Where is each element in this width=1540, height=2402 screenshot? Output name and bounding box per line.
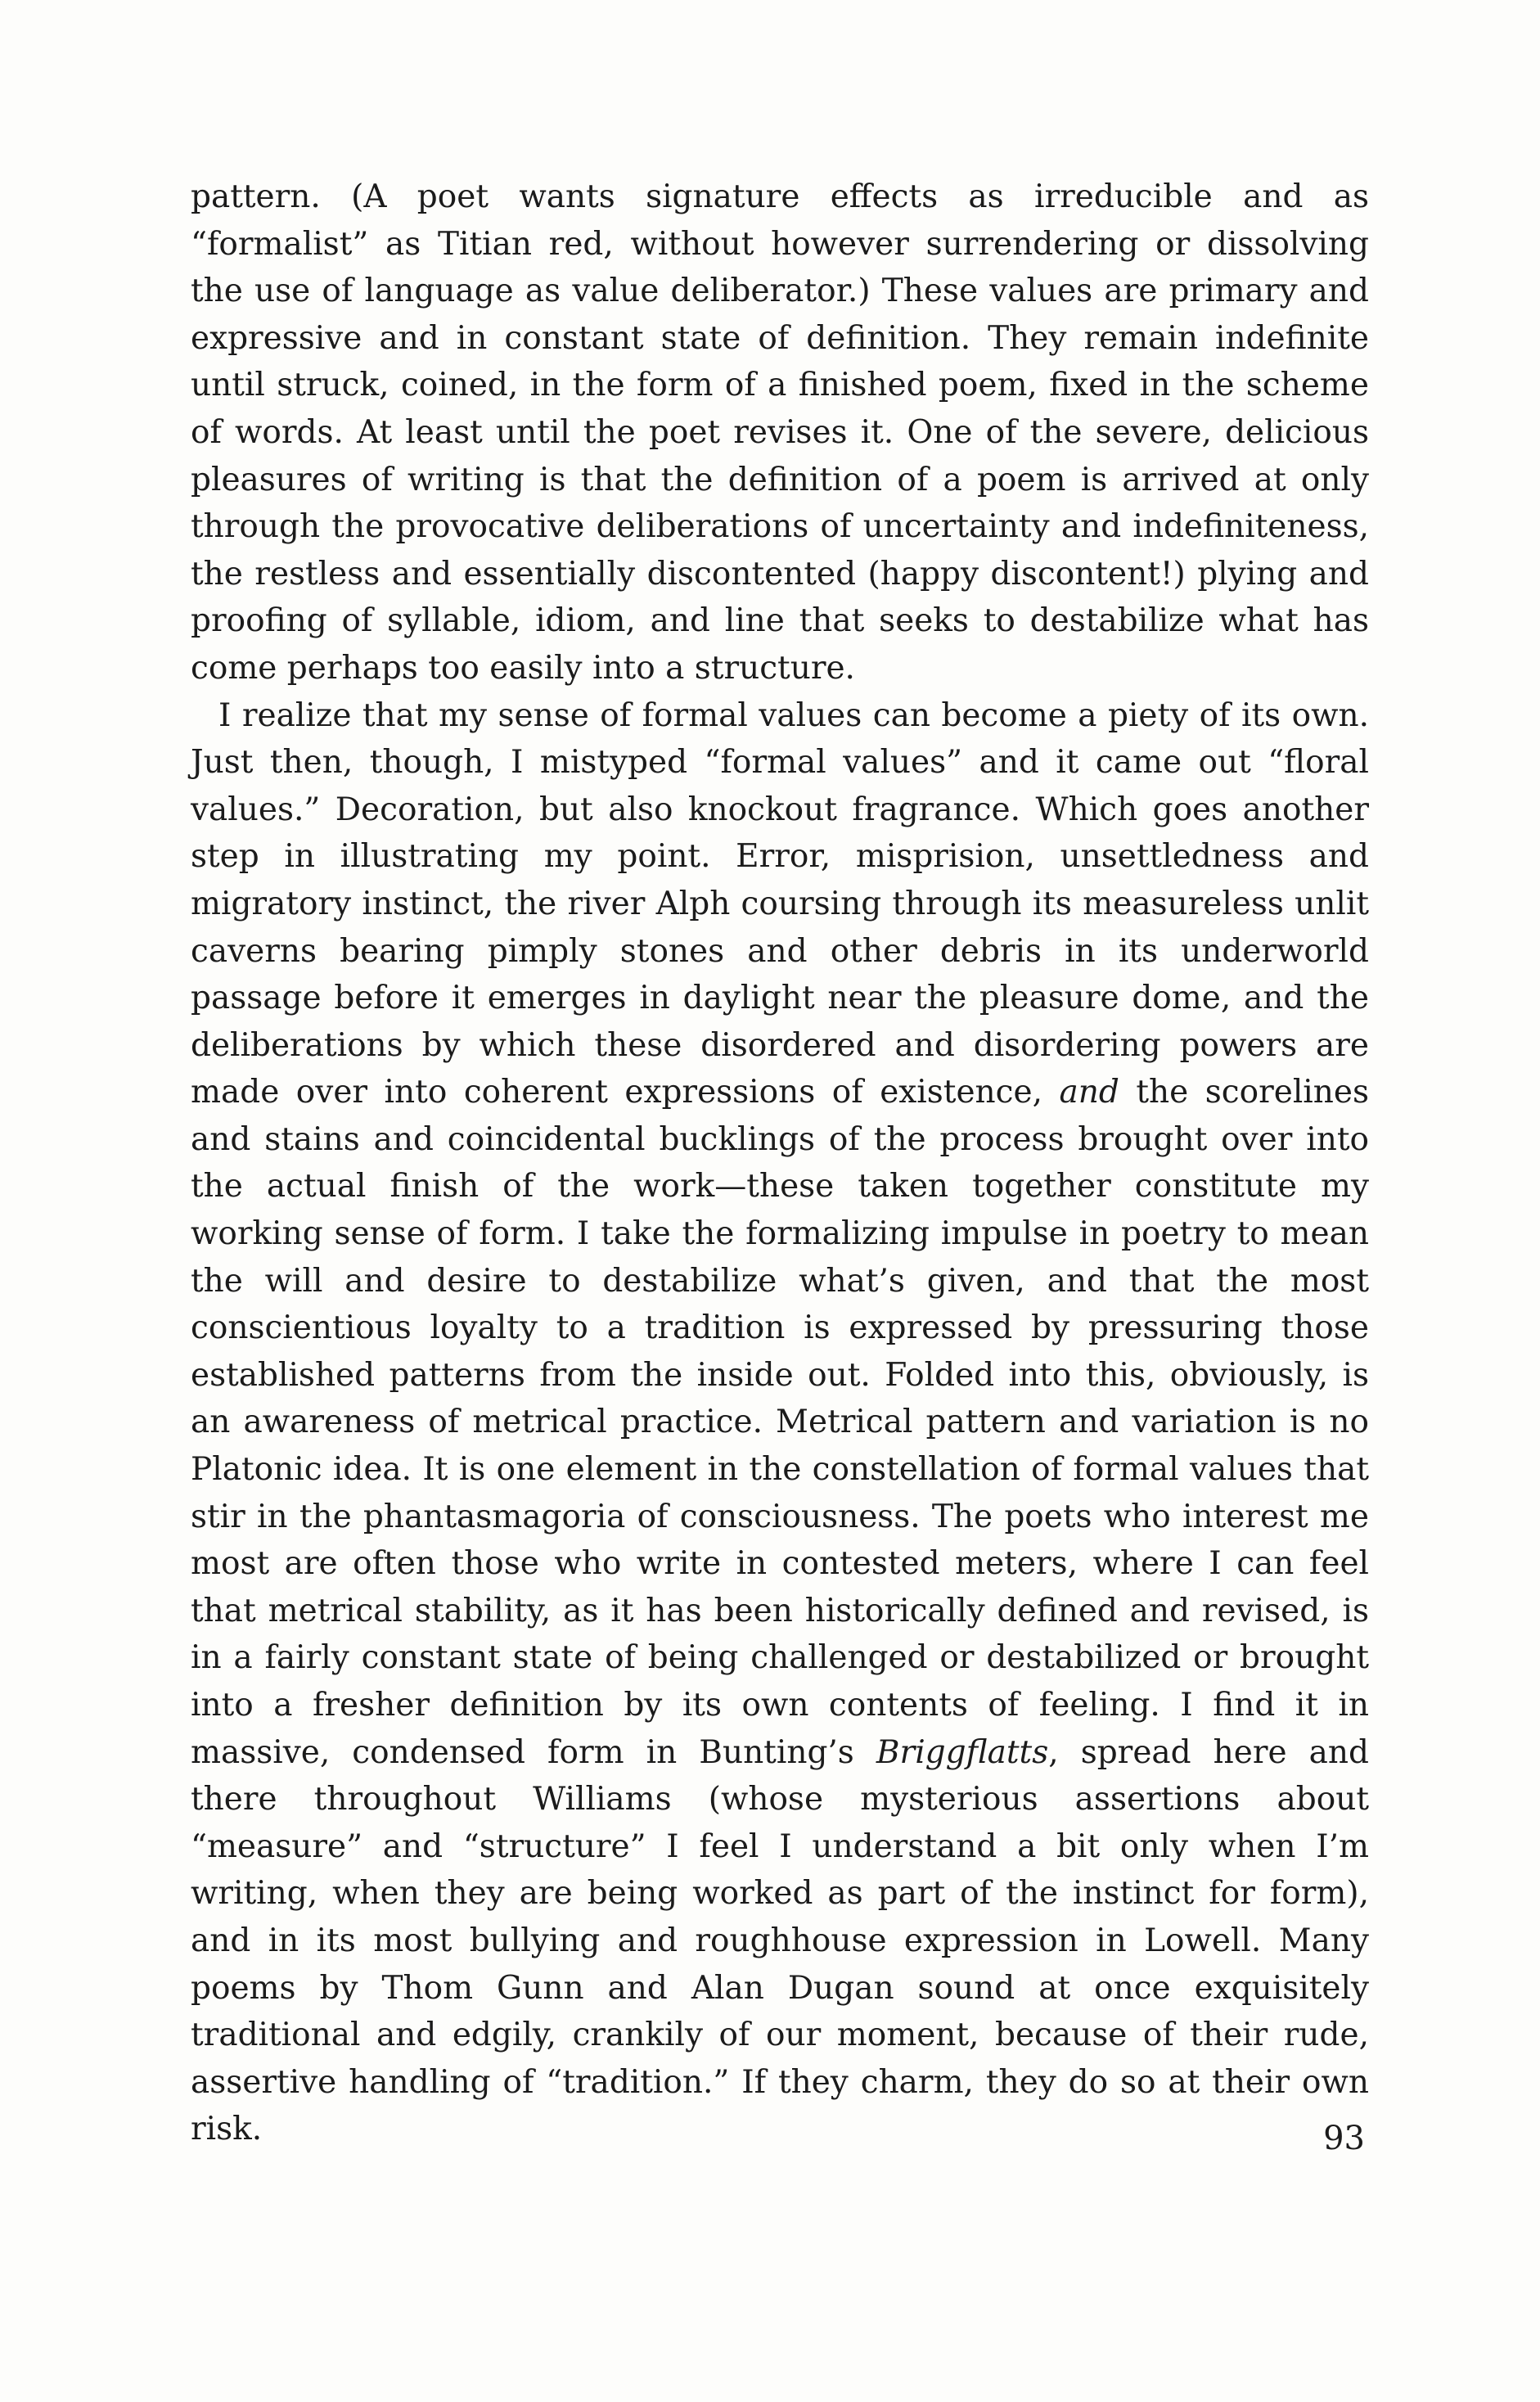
- text-segment: the scorelines and stains and coincidental bucklings of the process brought over into the actual finish of the work—these taken together constitute my working sense of form. I take the formalizing impulse in poetry to mean the will and desire to destabilize what’s given, and that the most conscientious loyalty to a tradition is expressed by pressuring those established patterns from the inside out. Folded into this, obviously, is an awareness of metrical practice. Metrical pattern and variation is no Platonic idea. It is one element in the constellation of formal values that stir in the phantasmagoria of consciousness. The poets who interest me most are often those who write in contested meters, where I can feel that metrical stability, as it has been historically defined and revised, is in a fairly constant state of being challenged or destabilized or brought into a fresher definition by its own contents of feeling. I find it in massive, condensed form in Bunting’s: [191, 1074, 1369, 1771]
- text-segment: , spread here and there throughout Williams (whose mysterious assertions about “measure” and “structure” I feel I understand a bit only when I’m writing, when they are being worked as part of the instinct for form), and in its most bullying and roughhouse expression in Lowell. Many poems by Thom Gunn and Alan Dugan sound at once exquisitely traditional and edgily, crankily of our moment, because of their rude, assertive handling of “tradition.” If they charm, they do so at their own risk.: [191, 1733, 1369, 2148]
- italic-text: and: [1059, 1074, 1119, 1111]
- body-text: [191, 174, 1369, 2153]
- text-segment: pattern. (A poet wants signature effects as irreducible and as “formalist” as Titian red, without however surrendering or dissolving the use of language as value deliberator.) These values are primary and expressive and in constant state of definition. They remain indefinite until struck, coined, in the form of a finished poem, fixed in the scheme of words. At least until the poet revises it. One of the severe, delicious pleasures of writing is that the definition of a poem is arrived at only through the provocative deliberations of uncertainty and indefiniteness, the restless and essentially discontented (happy discontent!) plying and proofing of syllable, idiom, and line that seeks to destabilize what has come perhaps too easily into a structure.: [191, 178, 1369, 687]
- paragraph-continued: [191, 174, 1369, 692]
- italic-title: Briggflatts: [876, 1733, 1049, 1771]
- page-number: 93: [1323, 2120, 1365, 2157]
- text-segment: I realize that my sense of formal values can become a piety of its own. Just then, though, I mistyped “formal values” and it came out “floral values.” Decoration, but also knockout fragrance. Which goes another step in illustrating my point. Error, misprision, unsettledness and migratory instinct, the river Alph coursing through its measureless unlit caverns bearing pimply stones and other debris in its underworld passage before it emerges in daylight near the pleasure dome, and the deliberations by which these disordered and disordering powers are made over into coherent expressions of existence,: [191, 696, 1369, 1111]
- paragraph: [191, 692, 1369, 2153]
